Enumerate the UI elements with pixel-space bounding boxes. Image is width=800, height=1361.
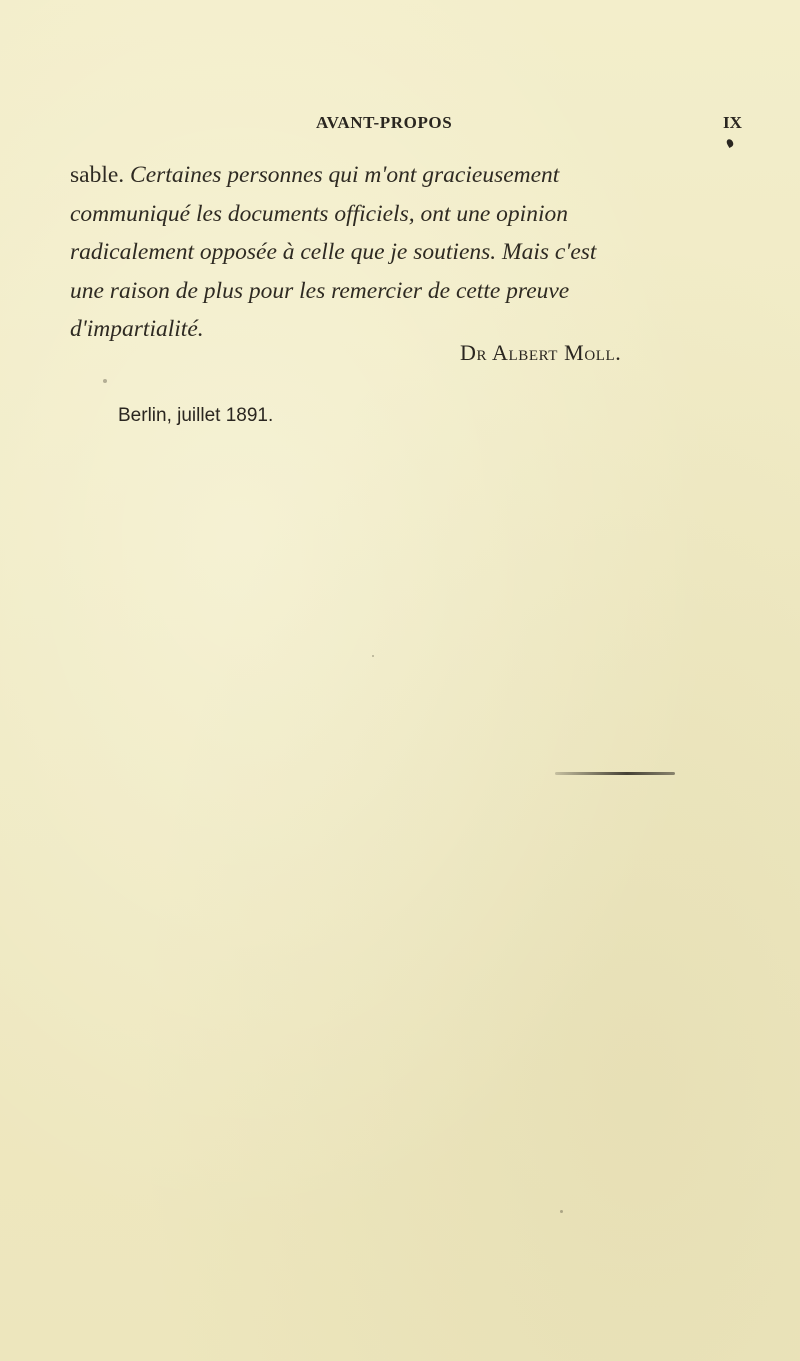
text-line-3 [70,233,738,272]
text-line-3-italic: radicalement opposée à celle que je soutiens. Mais c'est [70,239,597,265]
text-line-1 [70,156,738,195]
text-line-2 [70,195,738,234]
text-line-5-italic: d'impartialité. [70,316,204,342]
text-line-1-roman: sable. [70,162,131,188]
page-number: IX [723,113,742,132]
running-title: AVANT-PROPOS [316,113,453,132]
ink-mark [725,138,734,148]
text-line-4-italic: une raison de plus pour les remercier de cette preuve [70,277,570,304]
author-signature: Dr Albert Moll. [460,340,622,365]
text-line-2-italic: communiqué les documents officiels, ont une opinion [70,200,568,227]
page-header [0,113,800,141]
paper-speck [103,379,107,383]
text-line-1-italic: Certaines personnes qui m'ont gracieusement [130,162,560,188]
text-line-5 [70,310,738,349]
text-line-4 [70,272,738,311]
printed-rule [555,772,675,775]
paper-speck [372,655,374,657]
preface-paragraph [70,156,738,349]
place-and-date: Berlin, juillet 1891. [118,405,274,426]
paper-speck [560,1210,563,1213]
